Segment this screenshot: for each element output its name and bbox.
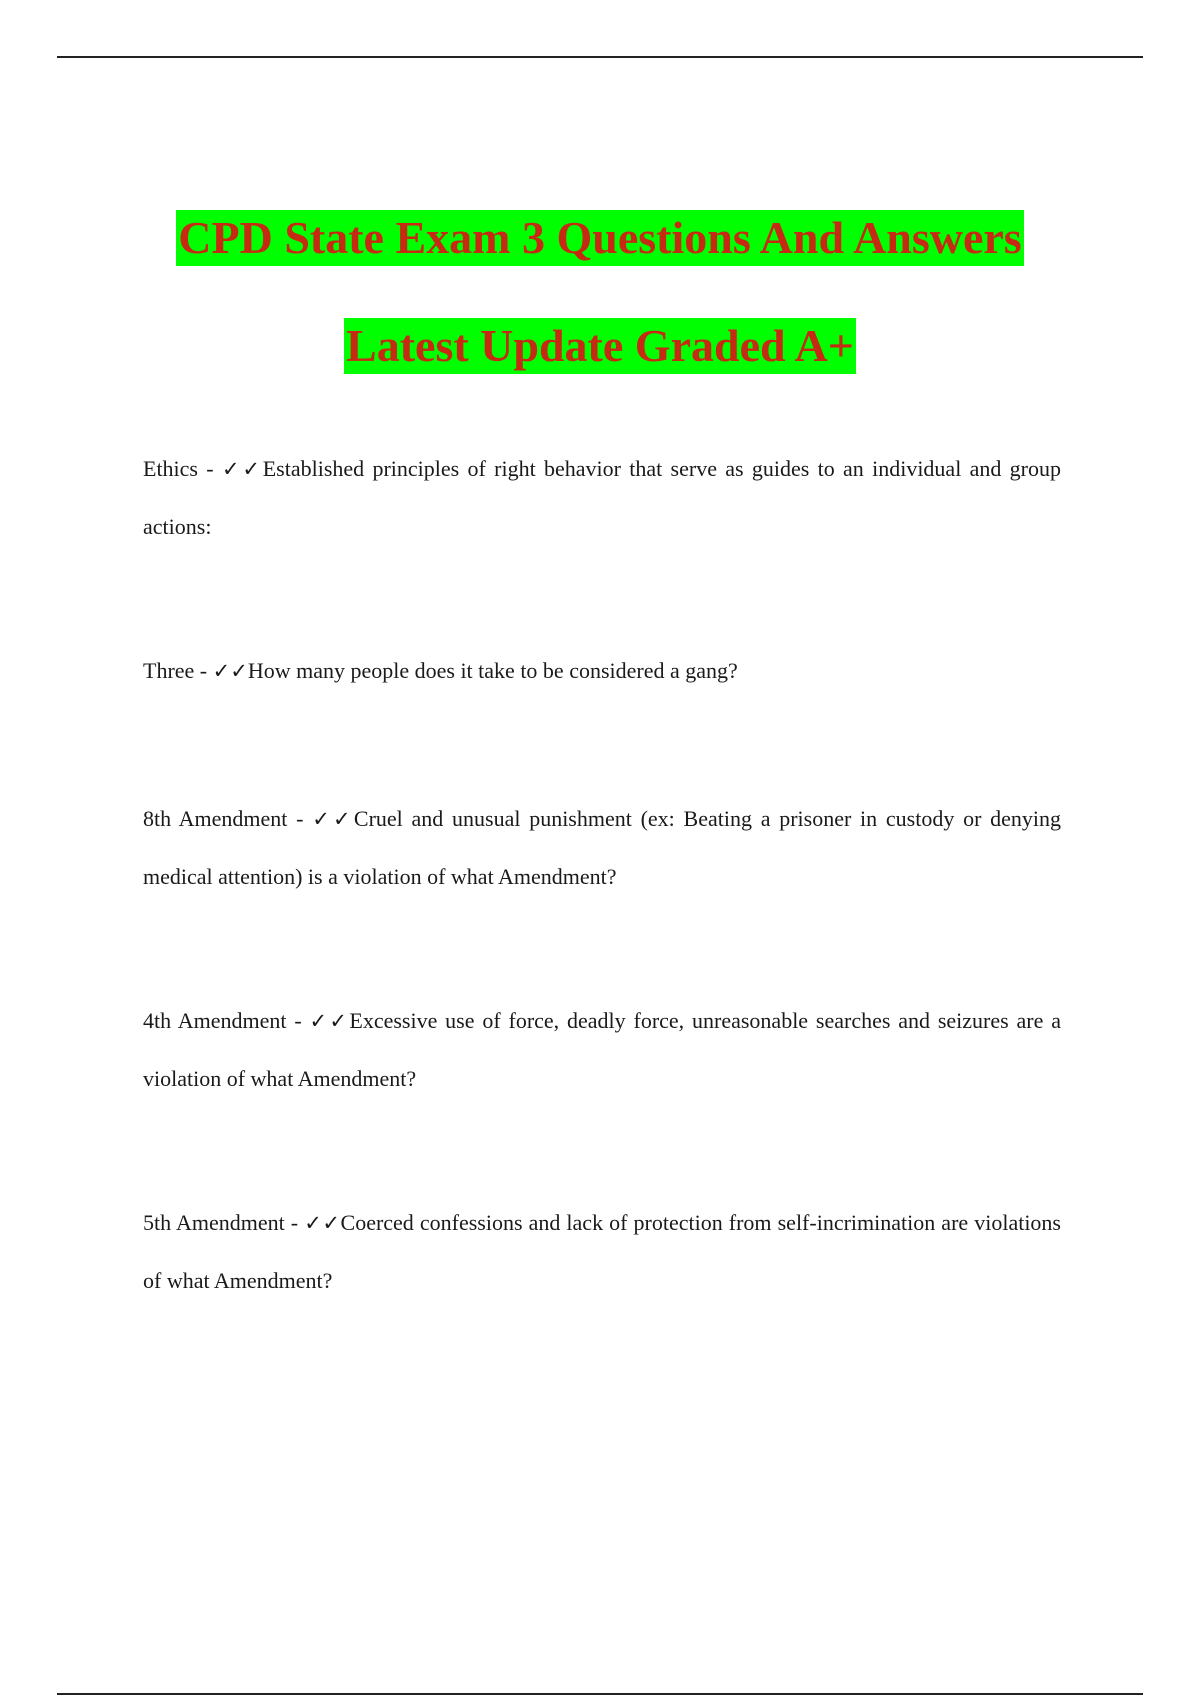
check-mark-icon: ✓✓	[212, 659, 248, 683]
qa-item	[143, 642, 1061, 700]
qa-definition: Coerced confessions and lack of protection from self-incrimination are violations of what Amendment?	[143, 1210, 1061, 1293]
qa-definition: How many people does it take to be considered a gang?	[247, 658, 738, 683]
title-line-1: CPD State Exam 3 Questions And Answers	[176, 210, 1023, 266]
qa-separator: -	[287, 806, 313, 831]
check-mark-icon: ✓✓	[312, 807, 354, 831]
check-mark-icon: ✓✓	[221, 457, 263, 481]
qa-term: 5th Amendment	[143, 1210, 285, 1235]
qa-separator: -	[198, 456, 222, 481]
qa-definition: Excessive use of force, deadly force, unreasonable searches and seizures are a violation of what Amendment?	[143, 1008, 1062, 1091]
qa-item	[143, 992, 1061, 1108]
check-mark-icon: ✓✓	[304, 1211, 341, 1235]
qa-term: Three	[143, 658, 195, 683]
qa-term: 4th Amendment	[143, 1008, 287, 1033]
qa-definition: Established principles of right behavior that serve as guides to an individual and group actions:	[143, 456, 1061, 539]
top-rule	[57, 56, 1143, 58]
qa-separator: -	[194, 658, 213, 683]
qa-item	[143, 790, 1061, 906]
qa-item	[143, 440, 1061, 556]
qa-list	[143, 440, 1061, 1396]
qa-term: Ethics	[143, 456, 198, 481]
qa-item	[143, 1194, 1061, 1310]
qa-separator: -	[284, 1210, 305, 1235]
bottom-rule	[57, 1693, 1143, 1695]
qa-definition: Cruel and unusual punishment (ex: Beating a prisoner in custody or denying medical attention) is a violation of what Amendment?	[143, 806, 1062, 889]
document-title	[0, 210, 1200, 374]
qa-separator: -	[286, 1008, 310, 1033]
qa-term: 8th Amendment	[143, 806, 288, 831]
check-mark-icon: ✓✓	[309, 1009, 350, 1033]
title-line-2: Latest Update Graded A+	[344, 318, 856, 374]
